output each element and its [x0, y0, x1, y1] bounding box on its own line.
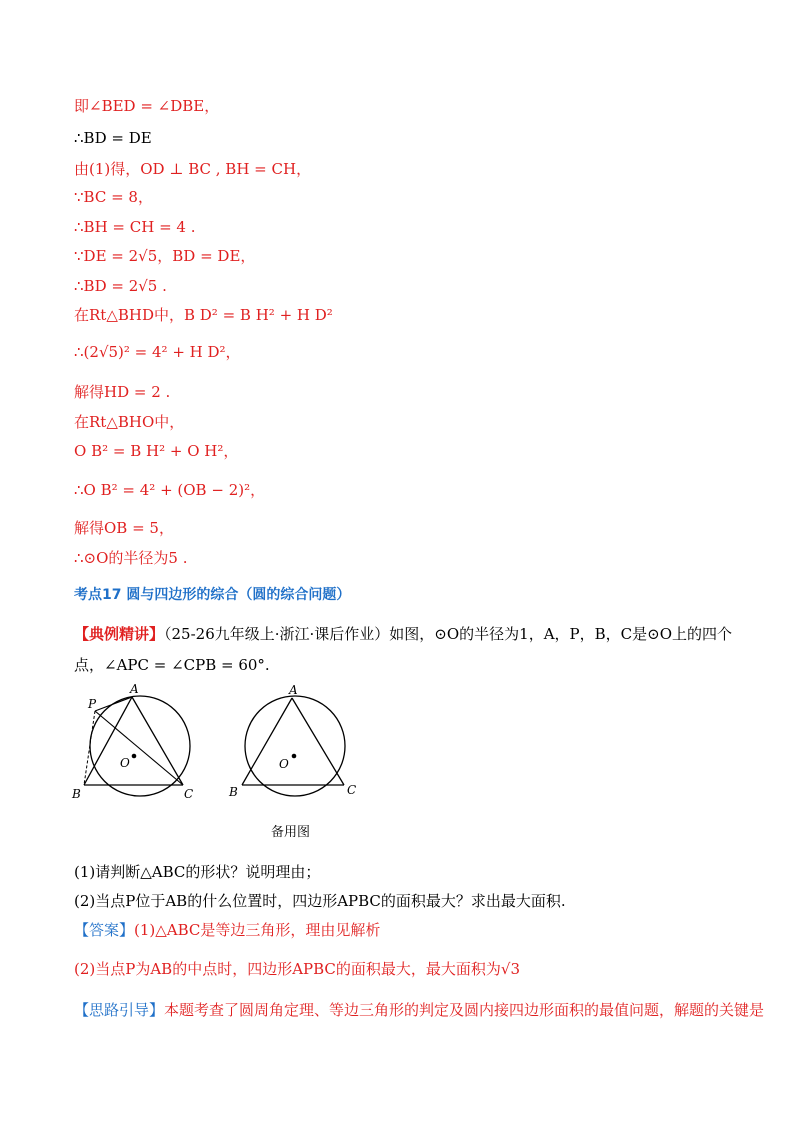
hint-tag: 【思路引导】 [74, 1001, 165, 1019]
solution-line: O B² = B H² + O H²， [74, 442, 239, 460]
solution-line: 解得OB = 5， [74, 519, 174, 537]
label-b-1: B [72, 787, 81, 801]
segment-ac-2 [292, 698, 344, 785]
label-p: P [88, 697, 97, 711]
solution-line: ∴BH = CH = 4 . [74, 218, 196, 236]
figure-1 [70, 682, 210, 802]
question-2: (2)当点P位于AB的什么位置时，四边形APBC的面积最大？求出最大面积. [74, 892, 566, 910]
example-tag: 【典例精讲】 [74, 625, 165, 643]
solution-line: 由(1)得，OD ⊥ BC , BH = CH， [74, 160, 312, 178]
label-c-2: C [347, 783, 357, 797]
label-a-1: A [130, 682, 139, 696]
figure-2 [225, 682, 365, 802]
solution-line: ∵DE = 2√5，BD = DE， [74, 247, 256, 265]
solution-line: ∴BD = 2√5 . [74, 277, 167, 295]
answer-line-1 [74, 920, 380, 940]
center-dot-1 [132, 754, 137, 759]
segment-pc [95, 711, 183, 785]
label-o-2: O [279, 757, 289, 771]
center-dot-2 [292, 754, 297, 759]
solution-line: 在Rt△BHD中，B D² = B H² + H D² [74, 306, 333, 324]
answer-part-2: (2)当点P为AB的中点时，四边形APBC的面积最大，最大面积为√3 [74, 960, 521, 978]
example-text-1: （25-26九年级上·浙江·课后作业）如图，⊙O的半径为1，A，P，B，C是⊙O上的四个 [164, 625, 732, 643]
solution-line: ∴⊙O的半径为5 . [74, 549, 188, 567]
question-1: (1)请判断△ABC的形状？说明理由； [74, 863, 321, 881]
solution-line: ∴BD = DE [74, 129, 152, 147]
label-c-1: C [184, 787, 194, 801]
solution-line: 在Rt△BHO中， [74, 413, 185, 431]
hint-text: 本题考查了圆周角定理、等边三角形的判定及圆内接四边形面积的最值问题，解题的关键是 [164, 1001, 765, 1019]
example-line-2: 点，∠APC = ∠CPB = 60°. [74, 656, 270, 674]
segment-ab-2 [242, 698, 292, 785]
label-o-1: O [120, 756, 130, 770]
answer-tag: 【答案】 [74, 921, 135, 939]
segment-pa [95, 697, 132, 711]
solution-line: 即∠BED = ∠DBE， [74, 97, 220, 115]
figure-caption: 备用图 [271, 825, 311, 840]
example-line-1 [74, 624, 732, 644]
label-b-2: B [229, 785, 238, 799]
solution-line: 解得HD = 2 . [74, 383, 171, 401]
hint-line [74, 1000, 764, 1020]
circle-2 [245, 696, 345, 796]
solution-line: ∵BC = 8， [74, 188, 153, 206]
solution-line: ∴(2√5)² = 4² + H D²， [74, 343, 241, 361]
label-a-2: A [289, 683, 298, 697]
solution-line: ∴O B² = 4² + (OB − 2)²， [74, 481, 266, 499]
answer-part-1: (1)△ABC是等边三角形，理由见解析 [134, 921, 381, 939]
section-heading: 考点17 圆与四边形的综合（圆的综合问题） [74, 587, 351, 603]
